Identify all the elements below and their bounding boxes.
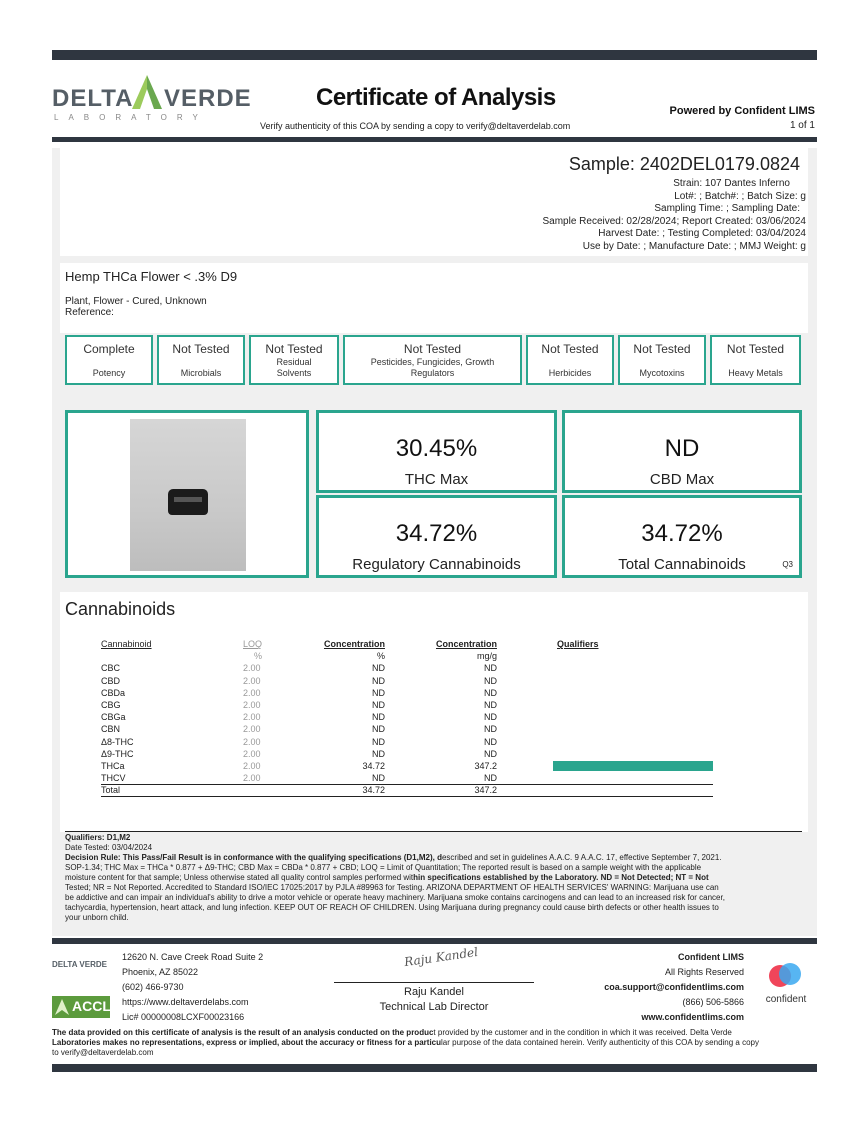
bottom-bar: [52, 1064, 817, 1072]
footer-small-logo: DELTA VERDE: [52, 960, 107, 969]
lims-name: Confident LIMS: [678, 952, 744, 962]
notes-block: [65, 833, 805, 923]
tile-heavy-metals: Not Tested Heavy Metals: [710, 335, 801, 385]
address-line: Phoenix, AZ 85022: [122, 967, 199, 977]
product-panel: [60, 263, 808, 333]
accl-logo: ACCL: [52, 996, 110, 1018]
logo-text-left: DELTA: [52, 85, 134, 112]
rights: All Rights Reserved: [664, 967, 744, 977]
sample-photo-box: [65, 410, 309, 578]
signer-title: Technical Lab Director: [379, 1001, 489, 1013]
leaf-icon: [132, 75, 162, 111]
table-units-row: % % mg/g: [253, 651, 497, 662]
address-line: 12620 N. Cave Creek Road Suite 2: [122, 952, 264, 962]
tile-mycotoxins: Not Tested Mycotoxins: [618, 335, 706, 385]
sample-line: Sampling Time: ; Sampling Date:: [654, 203, 800, 214]
logo-subtitle: LABORATORY: [54, 113, 208, 122]
table-row: Δ8-THC 2.00 ND ND: [101, 736, 497, 747]
tile-microbials: Not Tested Microbials: [157, 335, 245, 385]
cbd-max-box: ND CBD Max: [562, 410, 802, 493]
decision-rule: Decision Rule: This Pass/Fail Result is in conformance with the qualifying specifications (D1,M2), described and set in guidelines A.A.C. 9 A.A.C. 17, effective September 7, 2021.: [65, 853, 722, 862]
sample-line: Strain: 107 Dantes Inferno: [673, 178, 790, 189]
table-header-row: [101, 638, 713, 650]
table-row: THCa 2.00 34.72 347.2: [101, 760, 713, 772]
qualifiers-note: Qualifiers: D1,M2: [65, 833, 131, 842]
regulatory-cannabinoids-box: 34.72% Regulatory Cannabinoids: [316, 495, 557, 578]
lims-website[interactable]: www.confidentlims.com: [641, 1012, 744, 1022]
top-bar: [52, 50, 817, 60]
thc-max-box: 30.45% THC Max: [316, 410, 557, 493]
sample-line: Harvest Date: ; Testing Completed: 03/04/2024: [598, 228, 806, 239]
cannabinoids-title: Cannabinoids: [65, 599, 176, 619]
signature: Raju Kandel: [403, 944, 479, 970]
sample-panel: [60, 148, 808, 256]
table-row: Δ9-THC 2.00 ND ND: [101, 748, 497, 759]
tile-residual-solvents: Not Tested Residual Solvents: [249, 335, 339, 385]
support-email[interactable]: coa.support@confidentlims.com: [604, 982, 744, 992]
note-line: tachycardia, hypertension, heart attack, and lung infection. KEEP OUT OF REACH OF CHILDREN. Using Marijuana during pregnancy could cause birth defects or other health issues to: [65, 903, 719, 912]
table-row: CBC 2.00 ND ND: [101, 663, 497, 674]
signature-line: [334, 982, 534, 983]
product-type: Plant, Flower - Cured, Unknown: [65, 296, 207, 307]
sample-line: Use by Date: ; Manufacture Date: ; MMJ Weight: g: [582, 240, 806, 252]
note-line: moisture content for that sample; Unless otherwise stated all quality control samples performed within specifications established by the Laboratory. ND = Not Detected; NT = Not: [65, 873, 709, 882]
lab-logo: [52, 75, 262, 125]
note-line: SOP-1.34; THC Max = THCa * 0.877 + Δ9-THC; CBD Max = CBDa * 0.877 + CBD; LOQ = Limit of Quantitation; The reported result is based on a sample weight with the applicable: [65, 863, 702, 872]
confident-logo: confident: [758, 962, 814, 1010]
product-name: Hemp THCa Flower < .3% D9: [65, 269, 238, 284]
signer-name: Raju Kandel: [404, 986, 464, 998]
table-row: THCV 2.00 ND ND: [101, 772, 497, 783]
page-number: 1 of 1: [789, 120, 815, 131]
lims-phone: (866) 506-5866: [682, 997, 744, 1007]
product-reference: Reference:: [65, 307, 114, 318]
column-header: Qualifiers: [557, 639, 599, 650]
table-total-row: Total 34.72 347.2: [101, 784, 713, 796]
disclaimer: The data provided on this certificate of analysis is the result of an analysis conducted on the product provided by the customer and in the condition in which it was received. Delta Verde Laboratories makes no representations, express or implied, about the accuracy or fitness for a particular purpose of the data contained herein. Verify authenticity of this COA by sending a copy to verify@deltaverdelab.com: [52, 1028, 759, 1057]
leaf-icon: [55, 999, 69, 1015]
tile-potency: Complete Potency: [65, 335, 153, 385]
footer-divider: [52, 938, 817, 944]
total-cannabinoids-box: 34.72% Total Cannabinoids Q3: [562, 495, 802, 578]
sample-line: Lot#: ; Batch#: ; Batch Size: g: [674, 190, 806, 202]
note-line: Tested; NR = Not Reported. Accredited to Standard ISO/IEC 17025:2017 by PJLA #89963 for Testing. ARIZONA DEPARTMENT OF HEALTH SERVICES' WARNING: Marijuana use can: [65, 883, 719, 892]
sample-line: Sample Received: 02/28/2024; Report Created: 03/06/2024: [542, 215, 806, 227]
table-row: CBN 2.00 ND ND: [101, 724, 497, 735]
header-divider: [52, 137, 817, 142]
qualifier-note: Q3: [782, 560, 793, 569]
column-header: LOQ: [243, 639, 263, 650]
powered-by: Powered by Confident LIMS: [669, 105, 815, 117]
column-header: Concentration: [435, 639, 497, 650]
phone: (602) 466-9730: [122, 982, 184, 992]
table-row: CBG 2.00 ND ND: [101, 700, 497, 711]
column-header: Concentration: [323, 639, 385, 650]
confident-circles-icon: [768, 962, 802, 990]
sample-photo: [130, 419, 246, 571]
sample-id: Sample: 2402DEL0179.0824: [568, 154, 800, 174]
concentration-bar: [553, 761, 713, 771]
page-title: Certificate of Analysis: [316, 84, 556, 111]
verify-note: Verify authenticity of this COA by sending a copy to verify@deltaverdelab.com: [260, 121, 571, 131]
note-line: be addictive and can impair an individual's ability to drive a motor vehicle or operate heavy machinery. Marijuana smoke contains carcinogens and can lead to an increased risk for cancer,: [65, 893, 725, 902]
note-line: your unborn child.: [65, 913, 129, 922]
table-row: CBD 2.00 ND ND: [101, 675, 497, 686]
column-header: Cannabinoid: [101, 639, 152, 650]
cannabinoids-table: [101, 638, 713, 797]
tile-pesticides: Not Tested Pesticides, Fungicides, Growth Regulators: [343, 335, 522, 385]
table-row: CBGa 2.00 ND ND: [101, 712, 497, 723]
logo-text-right: VERDE: [164, 85, 252, 112]
table-row: CBDa 2.00 ND ND: [101, 687, 497, 698]
date-tested: Date Tested: 03/04/2024: [65, 843, 153, 852]
tile-herbicides: Not Tested Herbicides: [526, 335, 614, 385]
notes-divider: [65, 831, 802, 832]
jar-icon: [168, 489, 208, 515]
license-number: Lic# 00000008LCXF00023166: [122, 1012, 245, 1022]
website-link[interactable]: https://www.deltaverdelabs.com: [122, 997, 249, 1007]
